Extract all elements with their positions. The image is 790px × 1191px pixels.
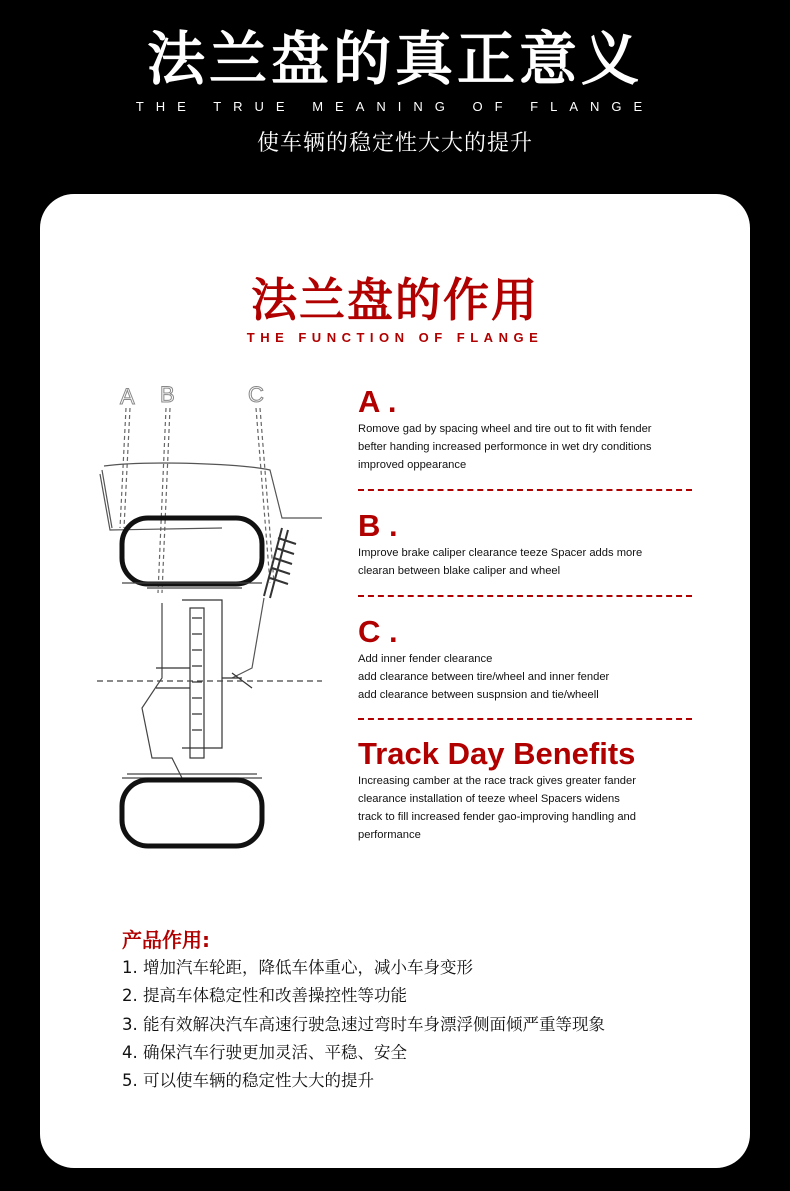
track-day-title: Track Day Benefits — [358, 736, 636, 771]
diagram-label-a: A — [120, 384, 135, 409]
diagram-label-c: C — [248, 382, 264, 407]
divider — [358, 489, 692, 491]
list-item: 1. 增加汽车轮距，降低车体重心，减小车身变形 — [122, 958, 473, 977]
feature-b-title: B . — [358, 508, 398, 543]
product-list — [122, 954, 605, 1095]
track-day-line: track to fill increased fender gao-improving handling and — [358, 811, 636, 823]
page-title: 法兰盘的真正意义 — [146, 25, 643, 93]
feature-a — [358, 384, 698, 474]
list-item: 3. 能有效解决汽车高速行驶急速过弯时车身漂浮侧面倾严重等现象 — [122, 1014, 605, 1034]
wheel-flange-diagram — [92, 378, 332, 858]
track-day-benefits — [358, 736, 698, 844]
feature-c-title: C . — [358, 614, 398, 649]
feature-a-title: A . — [358, 384, 397, 419]
divider — [358, 718, 692, 720]
function-title: 法兰盘的作用 — [251, 273, 539, 327]
track-day-line: clearance installation of teeze wheel Spacers widens — [358, 793, 620, 805]
divider — [358, 595, 692, 597]
track-day-line: performance — [358, 829, 421, 841]
feature-a-line: Romove gad by spacing wheel and tire out to fit with fender — [358, 423, 652, 435]
product-title: 产品作用: — [122, 928, 210, 952]
feature-c-line: Add inner fender clearance — [358, 653, 493, 665]
function-subtitle: THE FUNCTION OF FLANGE — [246, 330, 544, 345]
diagram-label-b: B — [160, 382, 175, 407]
header — [0, 0, 790, 195]
page-tagline: 使车辆的稳定性大大的提升 — [256, 131, 533, 156]
feature-b — [358, 508, 698, 580]
page-subtitle: THE TRUE MEANING OF FLANGE — [135, 99, 655, 114]
feature-b-line: clearan between blake caliper and wheel — [358, 565, 561, 577]
feature-a-line: befter handing increased performonce in wet dry conditions — [358, 441, 652, 453]
feature-c-line: add clearance between suspnsion and tie/wheell — [358, 689, 599, 701]
feature-c-line: add clearance between tire/wheel and inner fender — [358, 671, 610, 683]
list-item: 5. 可以使车辆的稳定性大大的提升 — [122, 1071, 374, 1091]
feature-b-line: Improve brake caliper clearance teeze Spacer adds more — [358, 547, 643, 559]
list-item: 4. 确保汽车行驶更加灵活、平稳、安全 — [122, 1042, 407, 1062]
feature-c — [358, 614, 698, 704]
feature-a-line: improved oppearance — [358, 459, 467, 471]
list-item: 2. 提高车体稳定性和改善操控性等功能 — [122, 986, 407, 1006]
track-day-line: Increasing camber at the race track gives greater fander — [358, 775, 636, 787]
